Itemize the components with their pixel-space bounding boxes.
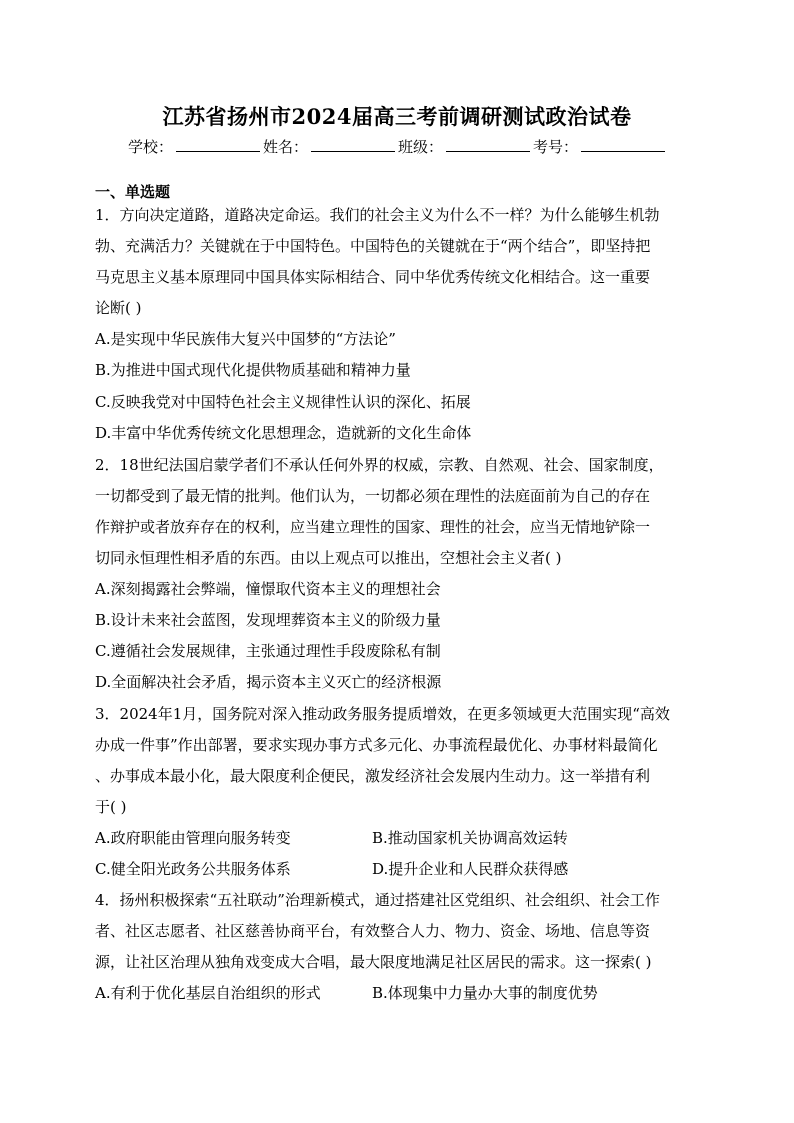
- question-4-line: 4．扬州积极探索“五社联动”治理新模式，通过搭建社区党组织、社会组织、社会工作: [95, 891, 660, 909]
- section-heading: 一、单选题: [95, 183, 171, 201]
- school-blank[interactable]: [176, 137, 260, 152]
- page-title: 江苏省扬州市2024届高三考前调研测试政治试卷: [162, 104, 632, 129]
- question-2-line: 作辩护或者放弃存在的权利，应当建立理性的国家、理性的社会，应当无情地铲除一: [95, 518, 651, 536]
- question-1-line: 论断( ): [95, 299, 142, 317]
- name-label: 姓名：: [263, 138, 309, 156]
- class-blank[interactable]: [446, 137, 530, 152]
- question-3-line: 3．2024年1月，国务院对深入推动政务服务提质增效，在更多领域更大范围实现“高效: [95, 705, 670, 723]
- question-2-option-a: A.深刻揭露社会弊端，憧憬取代资本主义的理想社会: [95, 580, 441, 598]
- question-1-line: 勃、充满活力？关键就在于中国特色。中国特色的关键就在于“两个结合”，即坚持把: [95, 237, 651, 255]
- question-3-line: 办成一件事”作出部署，要求实现办事方式多元化、办事流程最优化、办事材料最简化: [95, 736, 658, 754]
- question-2-line: 一切都受到了最无情的批判。他们认为，一切都必须在理性的法庭面前为自己的存在: [95, 487, 651, 505]
- question-2-option-b: B.设计未来社会蓝图，发现埋葬资本主义的阶级力量: [95, 611, 441, 629]
- question-3-line: 、办事成本最小化，最大限度利企便民，激发经济社会发展内生动力。这一举措有利: [95, 767, 651, 785]
- question-3-option-c: C.健全阳光政务公共服务体系: [95, 860, 291, 878]
- question-4-option-a: A.有利于优化基层自治组织的形式: [95, 984, 321, 1002]
- question-2-option-d: D.全面解决社会矛盾，揭示资本主义灭亡的经济根源: [95, 673, 442, 691]
- question-4-line: 源，让社区治理从独角戏变成大合唱，最大限度地满足社区居民的需求。这一探索( ): [95, 953, 652, 971]
- number-label: 考号：: [533, 138, 579, 156]
- question-1-option-b: B.为推进中国式现代化提供物质基础和精神力量: [95, 361, 411, 379]
- school-label: 学校：: [128, 138, 174, 156]
- student-info-row: [128, 136, 668, 157]
- class-label: 班级：: [398, 138, 444, 156]
- question-3-line: 于( ): [95, 798, 127, 816]
- question-2-line: 2．18世纪法国启蒙学者们不承认任何外界的权威，宗教、自然观、社会、国家制度，: [95, 456, 664, 474]
- question-1-option-a: A.是实现中华民族伟大复兴中国梦的“方法论”: [95, 330, 396, 348]
- question-3-option-a: A.政府职能由管理向服务转变: [95, 829, 291, 847]
- question-3-option-d: D.提升企业和人民群众获得感: [372, 860, 569, 878]
- name-blank[interactable]: [311, 137, 395, 152]
- question-1-option-d: D.丰富中华优秀传统文化思想理念，造就新的文化生命体: [95, 424, 472, 442]
- question-1-option-c: C.反映我党对中国特色社会主义规律性认识的深化、拓展: [95, 393, 471, 411]
- question-2-line: 切同永恒理性相矛盾的东西。由以上观点可以推出，空想社会主义者( ): [95, 549, 562, 567]
- question-1-line: 1．方向决定道路，道路决定命运。我们的社会主义为什么不一样？为什么能够生机勃: [95, 206, 660, 224]
- number-blank[interactable]: [581, 137, 665, 152]
- question-1-line: 马克思主义基本原理同中国具体实际相结合、同中华优秀传统文化相结合。这一重要: [95, 268, 651, 286]
- question-3-option-b: B.推动国家机关协调高效运转: [372, 829, 568, 847]
- question-2-option-c: C.遵循社会发展规律，主张通过理性手段废除私有制: [95, 642, 441, 660]
- question-4-option-b: B.体现集中力量办大事的制度优势: [372, 984, 598, 1002]
- question-4-line: 者、社区志愿者、社区慈善协商平台，有效整合人力、物力、资金、场地、信息等资: [95, 922, 651, 940]
